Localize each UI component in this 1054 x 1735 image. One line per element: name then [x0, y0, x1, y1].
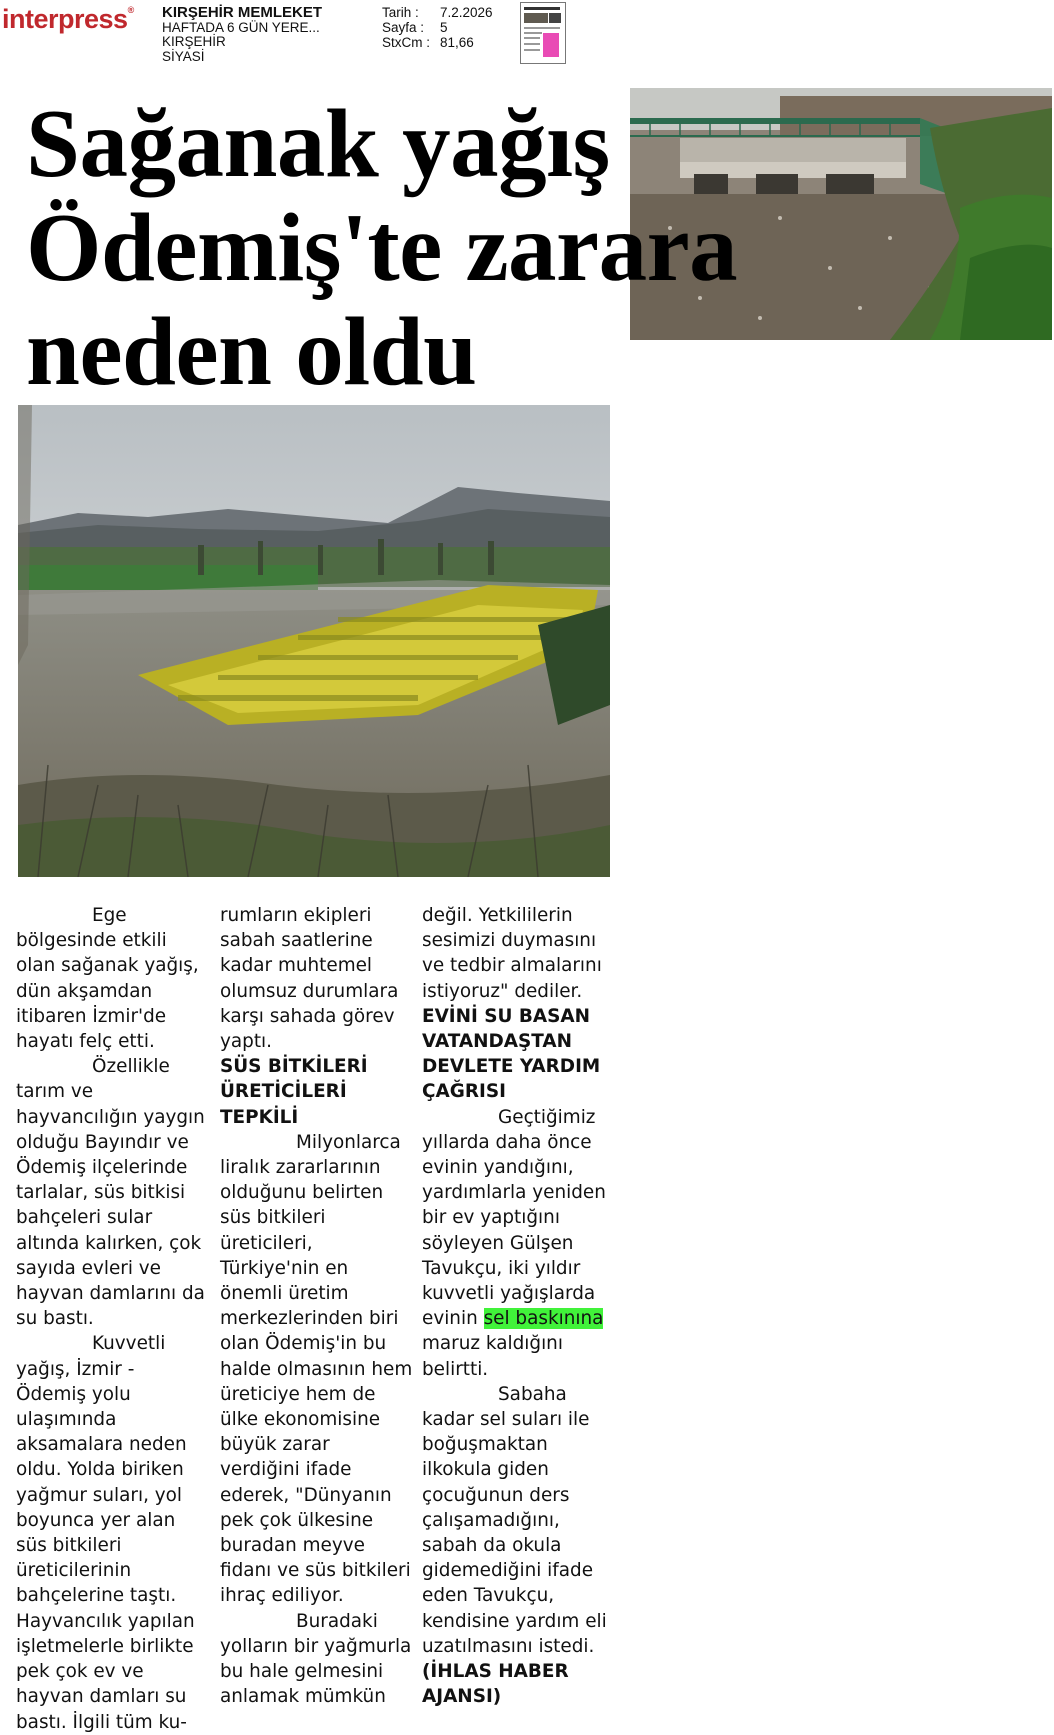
- headline-line-2: Ödemiş'te zarara: [26, 194, 738, 301]
- paragraph: rumların ekipleri sabah saatlerine kadar muhtemel olumsuz durumlara karşı sahada görev yaptı.: [220, 905, 399, 1053]
- date-value: 7.2.2026: [440, 5, 493, 20]
- article-column-2: [220, 903, 414, 1710]
- paragraph-text: Geçtiğimiz yıllarda daha önce evinin yandığını, yardımlarla yeniden bir ev yaptığını söyleyen Gülşen Tavukçu, iki yıldır kuvvetli yağışlarda evinin: [422, 1106, 606, 1330]
- paragraph: değil. Yetkililerin sesimizi duymasını ve tedbir almalarını istiyoruz" dediler.: [422, 905, 602, 1002]
- agency-credit: (İHLAS HABER AJANSI): [422, 1661, 569, 1708]
- clipping-meta: [382, 5, 493, 50]
- interpress-logo: [2, 6, 134, 33]
- headline: [26, 92, 737, 404]
- stx-label: StxCm :: [382, 35, 431, 50]
- publication-city: KIRŞEHİR: [162, 34, 226, 49]
- logo-text: interpress: [2, 4, 128, 34]
- date-label: Tarih :: [382, 5, 419, 20]
- publication-name: KIRŞEHİR MEMLEKET: [162, 4, 323, 21]
- page-thumbnail: [520, 2, 566, 64]
- flooded-field-photo: [18, 405, 610, 877]
- subheading: SÜS BİTKİLERİ ÜRETİCİLERİ TEPKİLİ: [220, 1056, 368, 1128]
- paragraph: Milyonlarca liralık zararlarının olduğunu belirten süs bitkileri üreticileri, Türkiye'nin en önemli üretim merkezlerinden biri olan Ödemiş'in bu halde olmasının hem üreticiye hem de ülke ekonomisine büyük zarar verdiğini ifade ederek, "Dünyanın pek çok ülkesine buradan meyve fidanı ve süs bitkileri ihraç ediliyor.: [220, 1131, 413, 1607]
- publication-category: SİYASİ: [162, 48, 205, 64]
- stx-value: 81,66: [440, 35, 474, 50]
- article-column-1: [16, 903, 210, 1735]
- subheading: EVİNİ SU BASAN VATANDAŞTAN DEVLETE YARDIM ÇAĞRISI: [422, 1005, 601, 1103]
- publication-info: [162, 6, 322, 64]
- paragraph: [422, 1105, 616, 1382]
- publication-frequency: HAFTADA 6 GÜN YERE...: [162, 19, 320, 35]
- headline-line-1: Sağanak yağış: [26, 90, 610, 197]
- page-value: 5: [440, 20, 448, 35]
- page-label: Sayfa :: [382, 20, 425, 35]
- paragraph: Ege bölgesinde etkili olan sağanak yağış, dün akşamdan itibaren İzmir'de hayatı felç etti.: [16, 905, 199, 1053]
- paragraph: Buradaki yolların bir yağmurla bu hale gelmesini anlamak mümkün: [220, 1610, 412, 1708]
- paragraph: Özellikle tarım ve hayvancılığın yaygın olduğu Bayındır ve Ödemiş ilçelerinde tarlalar, süs bitkisi bahçeleri sular altında kalırken, çok sayıda evleri ve hayvan damlarını da su bastı.: [16, 1056, 205, 1330]
- registered-mark: ®: [127, 5, 134, 15]
- highlighted-term: sel baskınına: [483, 1308, 604, 1330]
- paragraph: Sabaha kadar sel suları ile boğuşmaktan ilkokula giden çocuğunun ders çalışamadığını, sabah da okula gidemediğini ifade eden Tavukçu, kendisine yardım eli uzatılmasını istedi.: [422, 1383, 607, 1657]
- paragraph: Kuvvetli yağış, İzmir - Ödemiş yolu ulaşımında aksamalara neden oldu. Yolda biriken yağmur suları, yol boyunca yer alan süs bitkileri üreticilerinin bahçelerine taştı. Hayvancılık yapılan işletmelerle birlikte pek çok ev ve hayvan damları su bastı. İlgili tüm ku-: [16, 1333, 195, 1733]
- paragraph-text: maruz kaldığını belirtti.: [422, 1333, 563, 1380]
- article-column-3: [422, 903, 616, 1710]
- headline-line-3: neden oldu: [26, 298, 477, 405]
